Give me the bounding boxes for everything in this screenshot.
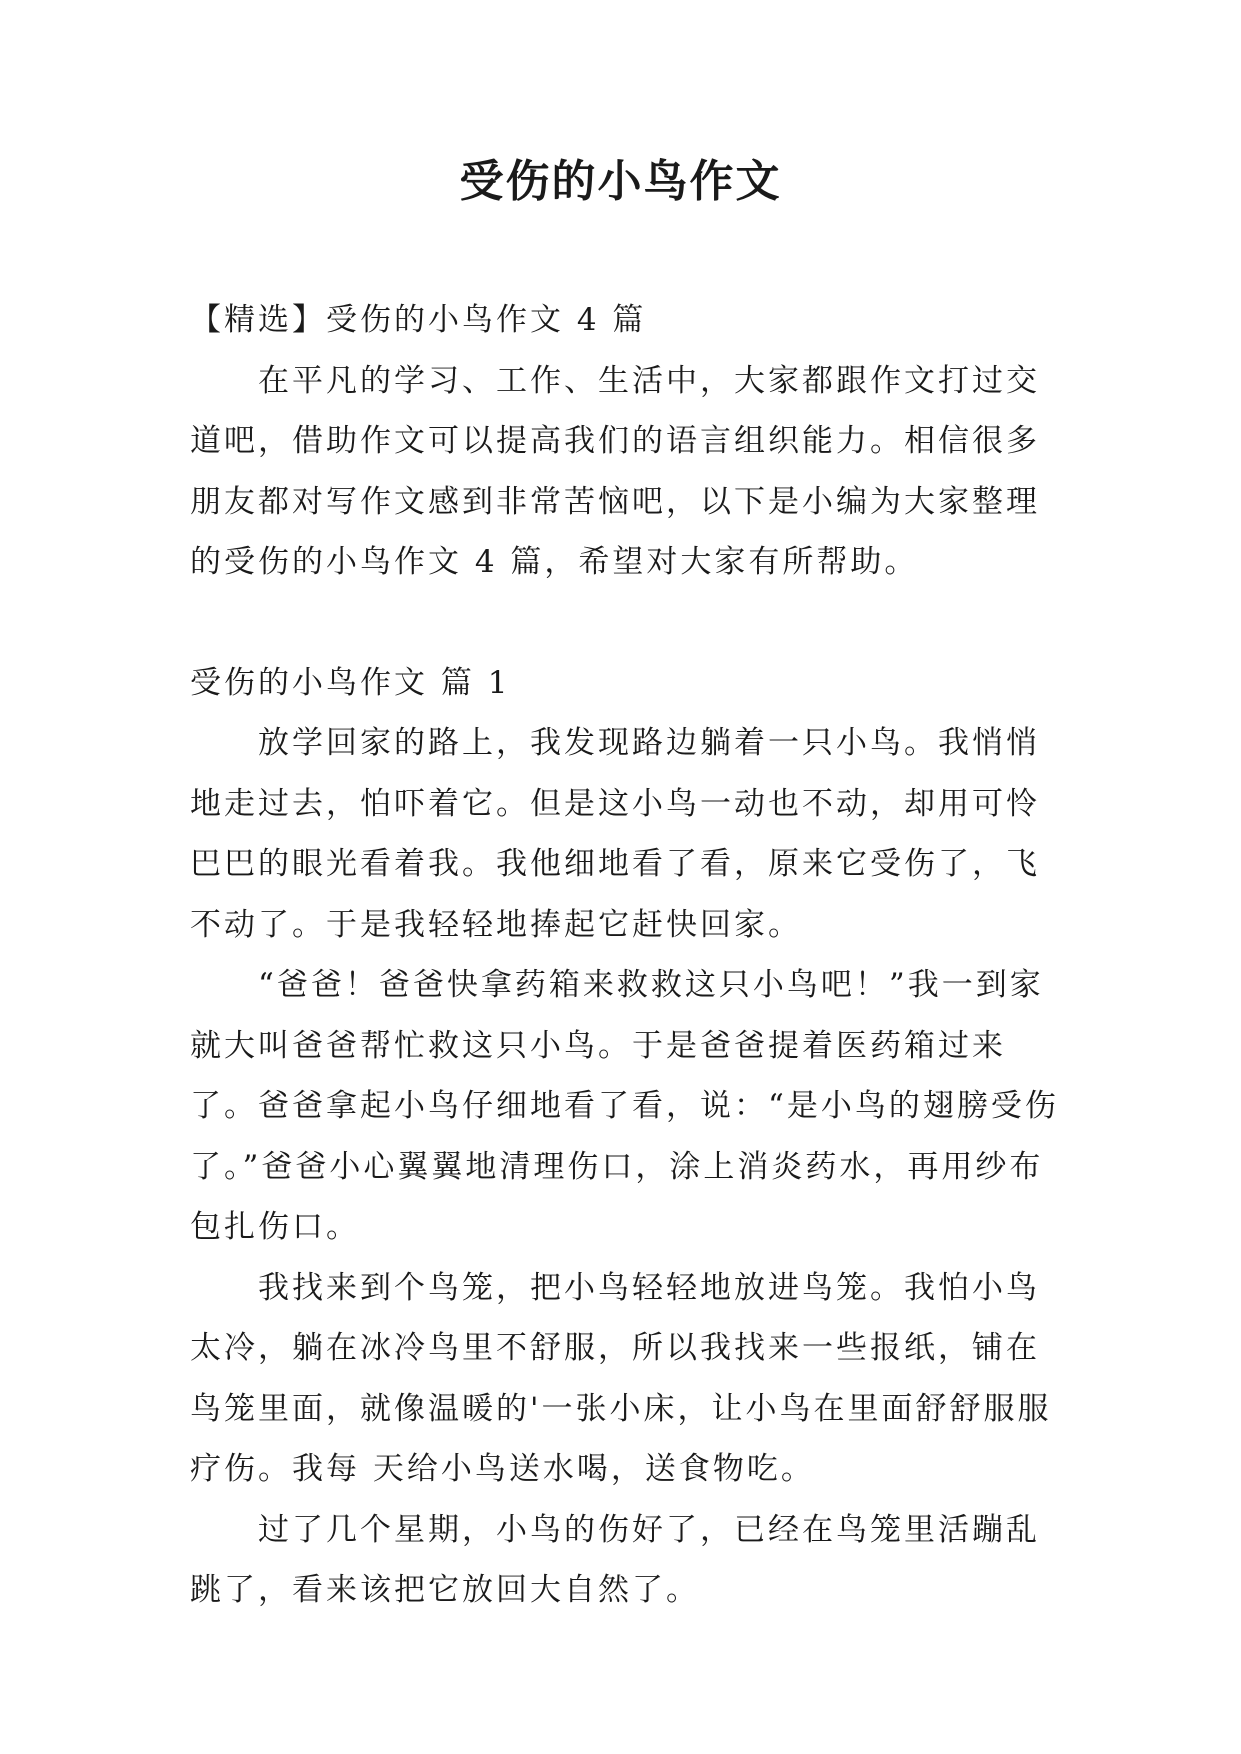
body-paragraph: 放学回家的路上，我发现路边躺着一只小鸟。我悄悄地走过去，怕吓着它。但是这小鸟一动也不动，却用可怜巴巴的眼光看着我。我他细地看了看，原来它受伤了，飞不动了。于是我轻轻地捧起它赶快回家。 [190, 725, 1040, 943]
section-spacer [190, 593, 1060, 653]
document-body [190, 290, 1060, 1621]
body-paragraph: 过了几个星期，小鸟的伤好了，已经在鸟笼里活蹦乱跳了，看来该把它放回大自然了。 [190, 1511, 1040, 1608]
intro-paragraph: 在平凡的学习、工作、生活中，大家都跟作文打过交道吧，借助作文可以提高我们的语言组织能力。相信很多朋友都对写作文感到非常苦恼吧，以下是小编为大家整理的受伤的小鸟作文 4 篇，希望对大家有所帮助。 [190, 362, 1040, 580]
body-paragraph: “爸爸！爸爸快拿药箱来救救这只小鸟吧！”我一到家就大叫爸爸帮忙救这只小鸟。于是爸爸提着医药箱过来了。爸爸拿起小鸟仔细地看了看，说：“是小鸟的翅膀受伤了。”爸爸小心翼翼地清理伤口，涂上消炎药水，再用纱布包扎伤口。 [190, 967, 1059, 1245]
section-heading: 受伤的小鸟作文 篇 1 [190, 664, 511, 701]
body-paragraph: 我找来到个鸟笼，把小鸟轻轻地放进鸟笼。我怕小鸟太冷，躺在冰冷鸟里不舒服，所以我找来一些报纸，铺在鸟笼里面，就像温暖的'一张小床，让小鸟在里面舒舒服服疗伤。我每 天给小鸟送水喝，送食物吃。 [190, 1269, 1052, 1487]
document-title: 受伤的小鸟作文 [459, 156, 782, 207]
intro-heading: 【精选】受伤的小鸟作文 4 篇 [190, 302, 647, 338]
